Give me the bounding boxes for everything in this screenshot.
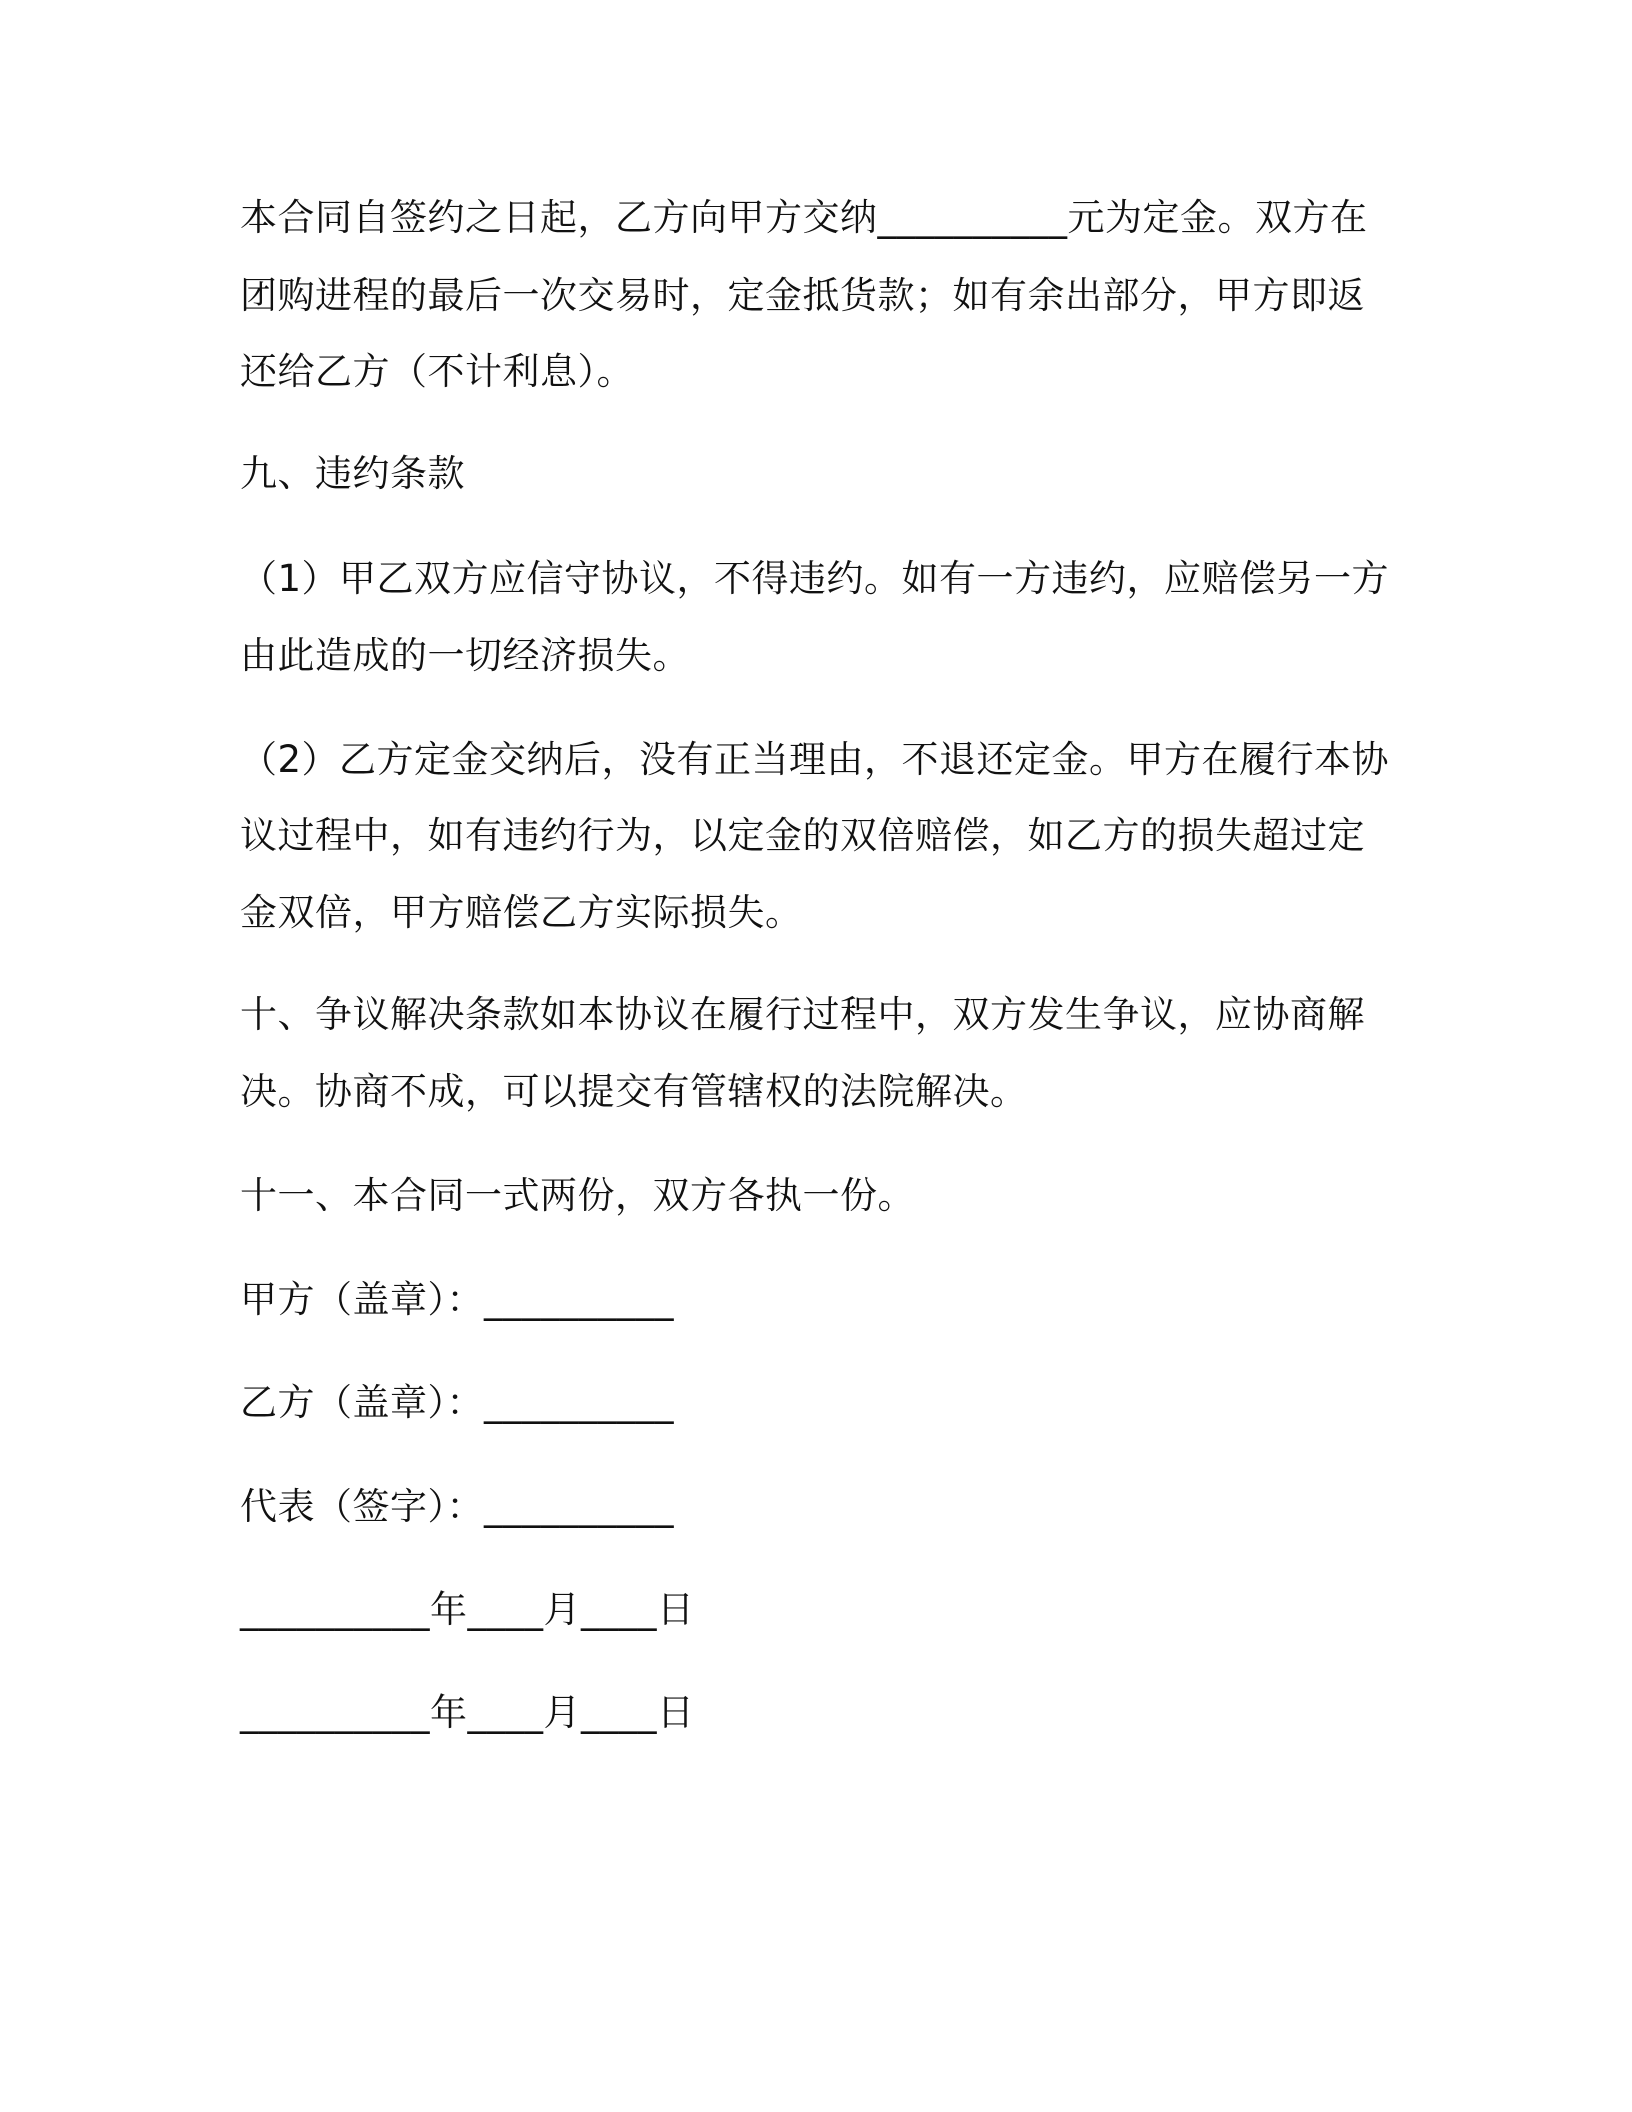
party-a-seal-field: 甲方（盖章）：__________	[240, 1278, 674, 1321]
clause-1-line-2: 由此造成的一切经济损失。	[240, 634, 690, 677]
section-9-heading: 九、违约条款	[240, 452, 465, 495]
deposit-paragraph-line-1: 本合同自签约之日起，乙方向甲方交纳__________元为定金。双方在	[240, 196, 1368, 239]
party-b-seal-field: 乙方（盖章）：__________	[240, 1381, 674, 1424]
deposit-paragraph-line-2: 团购进程的最后一次交易时，定金抵货款；如有余出部分，甲方即返	[240, 274, 1365, 317]
representative-signature-field: 代表（签字）：__________	[240, 1485, 674, 1528]
deposit-paragraph-line-3: 还给乙方（不计利息）。	[240, 350, 634, 393]
date-field-2: __________年____月____日	[240, 1691, 695, 1734]
clause-2-line-3: 金双倍，甲方赔偿乙方实际损失。	[240, 891, 803, 934]
date-field-1: __________年____月____日	[240, 1588, 695, 1631]
clause-1-line-1: （1）甲乙双方应信守协议，不得违约。如有一方违约，应赔偿另一方	[240, 557, 1390, 600]
clause-2-line-1: （2）乙方定金交纳后，没有正当理由，不退还定金。甲方在履行本协	[240, 738, 1390, 781]
section-11: 十一、本合同一式两份，双方各执一份。	[240, 1174, 915, 1217]
section-10-line-1: 十、争议解决条款如本协议在履行过程中，双方发生争议，应协商解	[240, 993, 1365, 1036]
clause-2-line-2: 议过程中，如有违约行为，以定金的双倍赔偿，如乙方的损失超过定	[240, 814, 1365, 857]
section-10-line-2: 决。协商不成，可以提交有管辖权的法院解决。	[240, 1070, 1028, 1113]
